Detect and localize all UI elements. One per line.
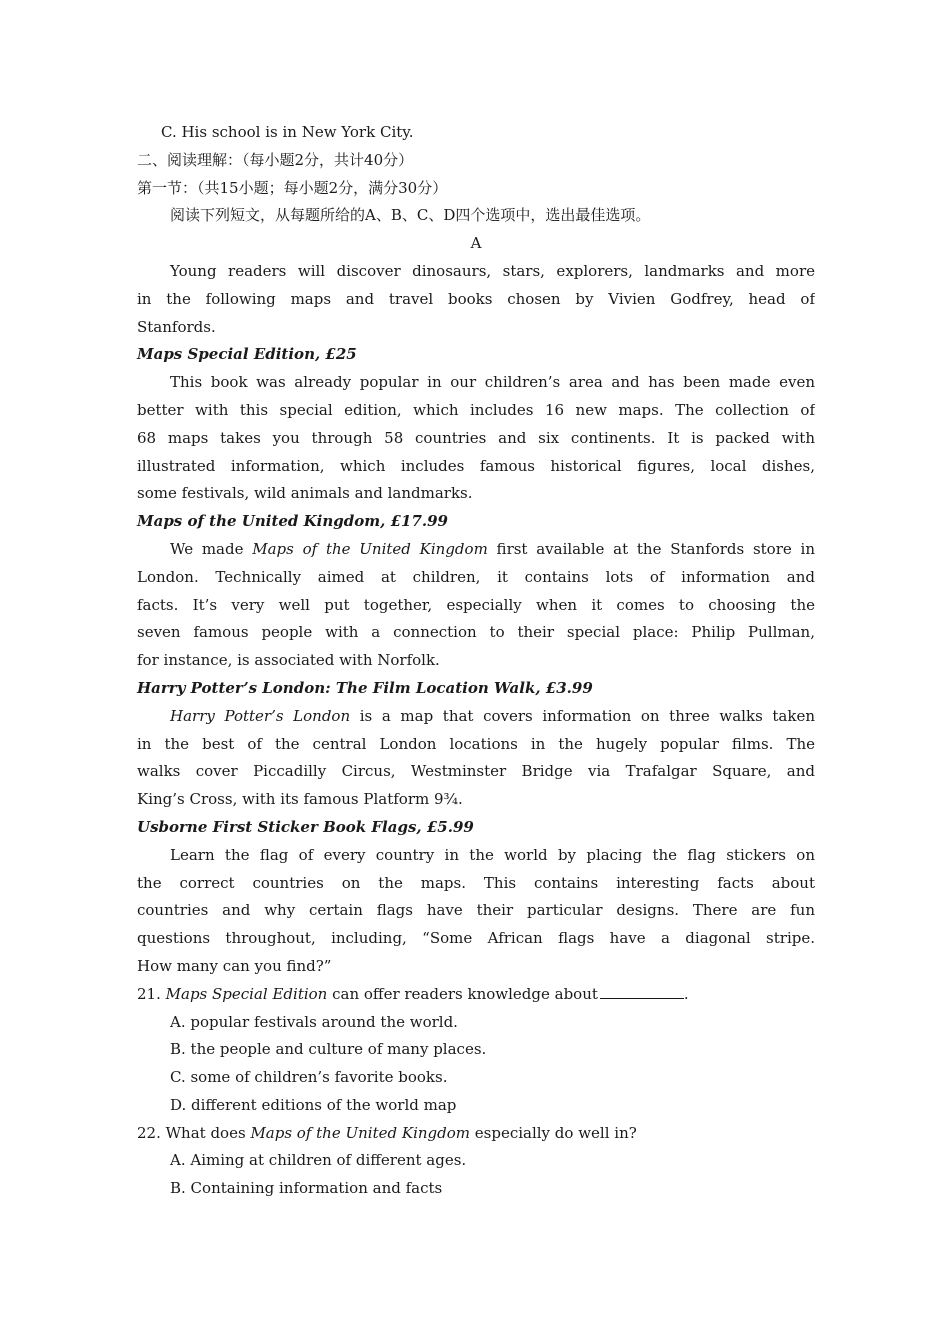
- prev-option-c: C. His school is in New York City.: [161, 123, 414, 141]
- book3-line: [137, 703, 815, 731]
- instructions: 阅读下列短文，从每题所给的A、B、C、D四个选项中，选出最佳选项。: [170, 206, 651, 225]
- book2-line: London. Technically aimed at children, it contains lots of information and: [137, 567, 815, 586]
- book3-line: King’s Cross, with its famous Platform 9¾.: [137, 790, 463, 809]
- book1-line: illustrated information, which includes famous historical figures, local dishes,: [137, 456, 815, 475]
- book4-line: the correct countries on the maps. This contains interesting facts about: [137, 873, 815, 892]
- intro-line: Stanfords.: [137, 317, 216, 336]
- book3-line: walks cover Piccadilly Circus, Westminster Bridge via Trafalgar Square, and: [137, 762, 815, 781]
- question-21: [137, 981, 815, 1009]
- book2-title-italic: Maps of the United Kingdom: [252, 539, 488, 558]
- book4-line: countries and why certain flags have their particular designs. There are fun: [137, 901, 815, 920]
- intro-line: in the following maps and travel books chosen by Vivien Godfrey, head of: [137, 289, 815, 308]
- book3-title-italic: Harry Potter’s London: [170, 706, 351, 725]
- question-21-end: .: [683, 984, 689, 1003]
- book2-line-pre: We made: [170, 539, 253, 558]
- book2-line: seven famous people with a connection to their special place: Philip Pullman,: [137, 623, 815, 642]
- book-title-harry-potter: Harry Potter’s London: The Film Location Walk, £3.99: [137, 678, 593, 697]
- book-title-maps-special-edition: Maps Special Edition, £25: [137, 345, 357, 364]
- option-c: C. some of children’s favorite books.: [170, 1068, 448, 1087]
- answer-blank: [600, 983, 684, 999]
- book3-line: in the best of the central London locations in the hugely popular films. The: [137, 734, 815, 753]
- passage-label: A: [470, 234, 482, 253]
- option-a: A. popular festivals around the world.: [170, 1012, 458, 1031]
- book4-line: How many can you find?”: [137, 956, 332, 975]
- question-22: [137, 1120, 815, 1148]
- option-a: A. Aiming at children of different ages.: [170, 1151, 467, 1170]
- book1-line: This book was already popular in our children’s area and has been made even: [170, 373, 815, 392]
- document-content: [137, 119, 815, 1203]
- section-part-one: 第一节：（共15小题；每小题2分，满分30分）: [137, 178, 448, 197]
- question-22-stem-pre: What does: [165, 1123, 251, 1142]
- book2-line: for instance, is associated with Norfolk.: [137, 651, 440, 670]
- book2-line: [137, 536, 815, 564]
- book4-line: questions throughout, including, “Some African flags have a diagonal stripe.: [137, 929, 815, 948]
- question-21-stem: can offer readers knowledge about: [327, 984, 598, 1003]
- book1-line: better with this special edition, which includes 16 new maps. The collection of: [137, 400, 815, 419]
- book-title-usborne-flags: Usborne First Sticker Book Flags, £5.99: [137, 817, 474, 836]
- question-22-title-italic: Maps of the United Kingdom: [250, 1123, 470, 1142]
- question-number: 22.: [137, 1123, 161, 1142]
- question-number: 21.: [137, 984, 161, 1003]
- book-title-maps-uk: Maps of the United Kingdom, £17.99: [137, 512, 448, 531]
- book2-line: facts. It’s very well put together, especially when it comes to choosing the: [137, 595, 815, 614]
- option-b: B. the people and culture of many places.: [170, 1040, 487, 1059]
- intro-line: Young readers will discover dinosaurs, stars, explorers, landmarks and more: [170, 261, 815, 280]
- question-22-stem-post: especially do well in?: [470, 1123, 637, 1142]
- book4-line: Learn the flag of every country in the world by placing the flag stickers on: [170, 845, 815, 864]
- section-heading-reading: 二、阅读理解：（每小题2分，共计40分）: [137, 150, 414, 169]
- option-d: D. different editions of the world map: [170, 1095, 457, 1114]
- book3-line-post: is a map that covers information on three walks taken: [350, 706, 815, 725]
- book2-line-post: first available at the Stanfords store in: [487, 539, 815, 558]
- question-21-title-italic: Maps Special Edition: [165, 984, 328, 1003]
- book1-line: 68 maps takes you through 58 countries and six continents. It is packed with: [137, 428, 815, 447]
- book1-line: some festivals, wild animals and landmarks.: [137, 484, 473, 503]
- option-b: B. Containing information and facts: [170, 1179, 443, 1198]
